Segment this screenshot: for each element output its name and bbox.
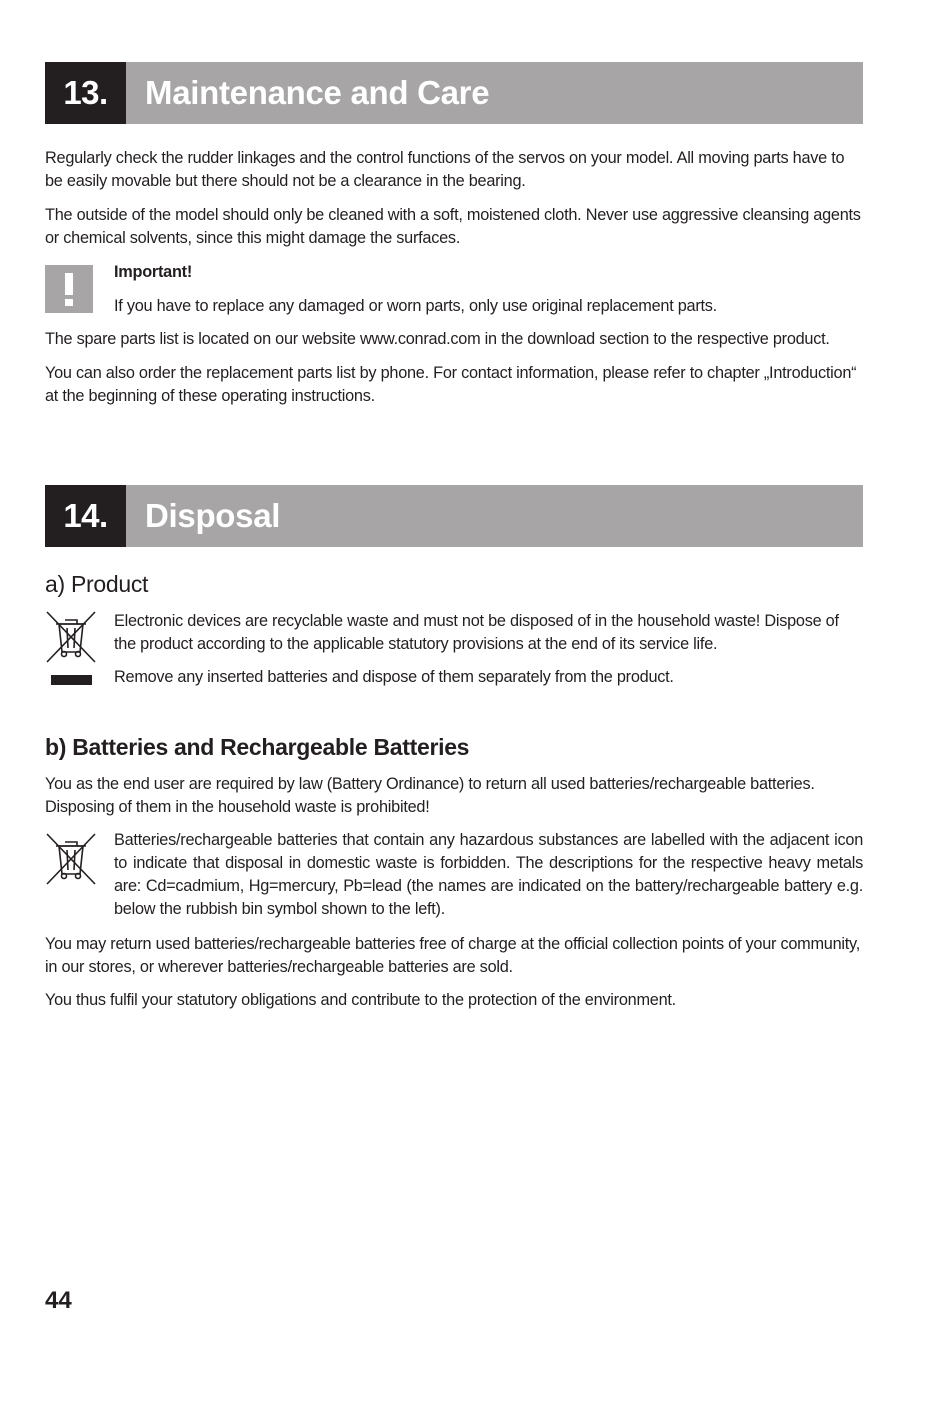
section-title: Disposal bbox=[145, 497, 281, 534]
exclamation-icon bbox=[45, 265, 93, 313]
crossed-out-bin-icon bbox=[45, 832, 97, 888]
section-13-header bbox=[45, 62, 863, 124]
important-text: If you have to replace any damaged or worn parts, only use original replacement parts. bbox=[114, 297, 717, 315]
subsection-heading: b) Batteries and Rechargeable Batteries bbox=[45, 734, 470, 760]
paragraph: The outside of the model should only be cleaned with a soft, moistened cloth. Never use aggressive cleansing agents or chemical solvents, since this might damage the surfaces. bbox=[45, 206, 861, 247]
paragraph: Remove any inserted batteries and dispose of them separately from the product. bbox=[114, 668, 674, 686]
section-14-header bbox=[45, 485, 863, 547]
subsection-heading: a) Product bbox=[45, 571, 149, 597]
page-number: 44 bbox=[45, 1287, 72, 1314]
paragraph: You may return used batteries/rechargeable batteries free of charge at the official collection points of your community, in our stores, or wherever batteries/rechargeable batteries are sold. bbox=[45, 935, 860, 976]
paragraph: Electronic devices are recyclable waste and must not be disposed of in the household waste! Dispose of the product according to the applicable statutory provisions at the end of its service life. bbox=[114, 612, 839, 653]
paragraph: The spare parts list is located on our website www.conrad.com in the download section to the respective product. bbox=[45, 330, 830, 348]
paragraph: You as the end user are required by law (Battery Ordinance) to return all used batteries/rechargeable batteries. Disposing of them in the household waste is prohibited! bbox=[45, 775, 815, 816]
paragraph: You can also order the replacement parts list by phone. For contact information, please refer to chapter „Introduction“ at the beginning of these operating instructions. bbox=[45, 364, 857, 405]
section-title: Maintenance and Care bbox=[145, 74, 490, 111]
section-number: 13. bbox=[45, 62, 126, 124]
important-label: Important! bbox=[114, 263, 192, 281]
paragraph: You thus fulfil your statutory obligations and contribute to the protection of the environment. bbox=[45, 991, 676, 1009]
paragraph: Regularly check the rudder linkages and the control functions of the servos on your model. All moving parts have to be easily movable but there should not be a clearance in the bearing. bbox=[45, 149, 845, 190]
crossed-out-bin-icon bbox=[45, 610, 97, 688]
section-number: 14. bbox=[45, 485, 126, 547]
paragraph: Batteries/rechargeable batteries that contain any hazardous substances are labelled with the adjacent icon to indicate that disposal in domestic waste is forbidden. The descriptions for the respective heavy metals are: Cd=cadmium, Hg=mercury, Pb=lead (the names are indicated on the battery/rechargeable battery e.g. below the rubbish bin symbol shown to the left). bbox=[114, 831, 863, 918]
